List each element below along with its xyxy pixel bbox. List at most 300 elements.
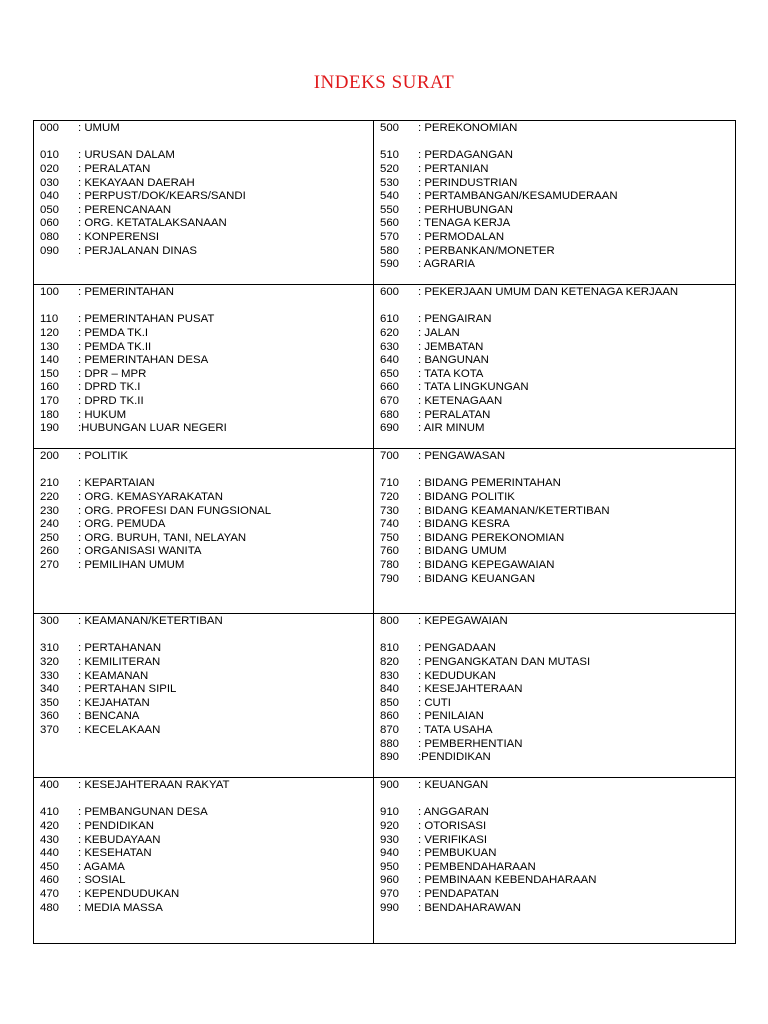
code-label: : PERALATAN — [78, 162, 151, 175]
category-block — [34, 449, 373, 573]
code-label: : OTORISASI — [418, 819, 487, 832]
code-label: : PENGAWASAN — [418, 450, 506, 462]
code-label: : KEJAHATAN — [78, 696, 150, 709]
code-label: : DPR – MPR — [78, 367, 147, 380]
subcategory-item — [380, 422, 735, 436]
code-number: 100 — [40, 286, 60, 298]
subcategory-item — [40, 697, 373, 711]
code-label: : BENDAHARAWAN — [418, 901, 521, 914]
subcategory-item — [380, 683, 735, 697]
subcategory-item — [40, 341, 373, 355]
code-number: 270 — [40, 559, 60, 572]
code-number: 050 — [40, 203, 60, 216]
subcategory-item — [40, 545, 373, 559]
subcategory-item — [380, 505, 735, 519]
subcategory-item — [40, 559, 373, 573]
code-number: 060 — [40, 217, 60, 230]
category-heading — [40, 450, 373, 464]
code-label: : PEMBUKUAN — [418, 847, 497, 860]
category-cell-left — [34, 121, 374, 285]
subcategory-item — [380, 861, 735, 875]
code-number: 220 — [40, 490, 60, 503]
code-label: : PERENCANAAN — [78, 203, 172, 216]
code-number: 790 — [380, 572, 400, 585]
code-number: 760 — [380, 545, 400, 558]
code-label: : ORG. KEMASYARAKATAN — [78, 490, 223, 503]
code-number: 230 — [40, 504, 60, 517]
subcategory-item — [380, 177, 735, 191]
subcategory-item — [380, 806, 735, 820]
code-label: : AGAMA — [78, 860, 125, 873]
code-label: : POLITIK — [78, 450, 129, 462]
category-block — [34, 121, 373, 258]
code-label: : PEKERJAAN UMUM DAN KETENAGA KERJAAN — [418, 286, 679, 298]
code-number: 210 — [40, 477, 60, 490]
code-label: : TATA LINGKUNGAN — [418, 381, 529, 394]
code-number: 040 — [40, 190, 60, 203]
category-block — [374, 778, 735, 915]
code-number: 940 — [380, 847, 400, 860]
code-number: 250 — [40, 531, 60, 544]
index-table — [33, 120, 736, 944]
index-row — [34, 778, 736, 944]
subcategory-item — [40, 177, 373, 191]
code-number: 780 — [380, 559, 400, 572]
code-number: 590 — [380, 258, 400, 271]
code-label: : PENGANGKATAN DAN MUTASI — [418, 655, 591, 668]
code-number: 710 — [380, 477, 400, 490]
category-heading — [380, 450, 735, 464]
code-label: : TATA USAHA — [418, 724, 493, 737]
subcategory-item — [40, 656, 373, 670]
subcategory-item — [380, 545, 735, 559]
code-number: 890 — [380, 751, 400, 764]
code-label: : DPRD TK.I — [78, 381, 141, 394]
code-number: 840 — [380, 683, 400, 696]
subcategory-item — [40, 874, 373, 888]
category-cell-right — [374, 121, 736, 285]
subcategory-item — [40, 888, 373, 902]
category-cell-right — [374, 449, 736, 614]
code-label: : PERTAHAN SIPIL — [78, 683, 177, 696]
code-number: 080 — [40, 231, 60, 244]
code-label: : BANGUNAN — [418, 354, 489, 367]
spacer — [40, 793, 373, 807]
subcategory-item — [40, 204, 373, 218]
subcategory-item — [380, 258, 735, 272]
code-label: : BIDANG KEAMANAN/KETERTIBAN — [418, 504, 610, 517]
code-number: 300 — [40, 615, 60, 627]
code-number: 480 — [40, 901, 60, 914]
code-label: : PERALATAN — [418, 408, 491, 421]
code-label: : BENCANA — [78, 710, 140, 723]
code-label: : BIDANG PEMERINTAHAN — [418, 477, 561, 490]
code-label: : PERHUBUNGAN — [418, 203, 513, 216]
code-number: 660 — [380, 381, 400, 394]
code-label: : PEMDA TK.II — [78, 340, 152, 353]
subcategory-item — [380, 518, 735, 532]
subcategory-item — [40, 381, 373, 395]
code-label: : PERPUST/DOK/KEARS/SANDI — [78, 190, 246, 203]
code-label: : ORG. PROFESI DAN FUNGSIONAL — [78, 504, 272, 517]
code-label: : KECELAKAAN — [78, 724, 161, 737]
subcategory-item — [40, 861, 373, 875]
subcategory-item — [380, 341, 735, 355]
code-number: 610 — [380, 313, 400, 326]
code-number: 540 — [380, 190, 400, 203]
subcategory-item — [380, 395, 735, 409]
subcategory-item — [40, 395, 373, 409]
subcategory-item — [40, 368, 373, 382]
code-number: 430 — [40, 833, 60, 846]
code-label: : PERBANKAN/MONETER — [418, 244, 555, 257]
category-cell-left — [34, 285, 374, 449]
subcategory-item — [40, 670, 373, 684]
subcategory-item — [380, 204, 735, 218]
code-number: 170 — [40, 395, 60, 408]
code-number: 360 — [40, 710, 60, 723]
subcategory-item — [380, 149, 735, 163]
code-number: 330 — [40, 669, 60, 682]
subcategory-item — [40, 683, 373, 697]
code-label: : KEPENDUDUKAN — [78, 888, 180, 901]
category-heading — [380, 779, 735, 793]
category-cell-right — [374, 778, 736, 944]
category-cell-right — [374, 285, 736, 449]
code-label: : TENAGA KERJA — [418, 217, 511, 230]
code-label: : PEMBERHENTIAN — [418, 737, 523, 750]
code-label: : KEBUDAYAAN — [78, 833, 161, 846]
code-number: 440 — [40, 847, 60, 860]
code-label: :HUBUNGAN LUAR NEGERI — [78, 422, 227, 435]
category-block — [34, 285, 373, 436]
code-label: : PERINDUSTRIAN — [418, 176, 518, 189]
code-number: 600 — [380, 286, 400, 298]
spacer — [380, 793, 735, 807]
code-label: : PERTAHANAN — [78, 642, 162, 655]
spacer — [380, 300, 735, 314]
category-heading — [380, 286, 735, 300]
subcategory-item — [40, 834, 373, 848]
code-label: : DPRD TK.II — [78, 395, 144, 408]
code-label: :PENDIDIKAN — [418, 751, 491, 764]
code-label: : KEPARTAIAN — [78, 477, 155, 490]
subcategory-item — [380, 724, 735, 738]
code-label: : PEMBINAAN KEBENDAHARAAN — [418, 874, 597, 887]
code-number: 160 — [40, 381, 60, 394]
subcategory-item — [380, 368, 735, 382]
subcategory-item — [380, 532, 735, 546]
code-number: 030 — [40, 176, 60, 189]
code-label: : BIDANG PEREKONOMIAN — [418, 531, 565, 544]
subcategory-item — [40, 149, 373, 163]
spacer — [40, 629, 373, 643]
code-label: : PERTANIAN — [418, 162, 489, 175]
code-number: 110 — [40, 313, 59, 326]
code-label: : KESEJAHTERAAN — [418, 683, 523, 696]
subcategory-item — [40, 724, 373, 738]
code-number: 630 — [380, 340, 400, 353]
code-number: 970 — [380, 888, 400, 901]
code-number: 670 — [380, 395, 400, 408]
subcategory-item — [380, 327, 735, 341]
category-block — [374, 614, 735, 765]
code-number: 010 — [40, 149, 60, 162]
code-number: 460 — [40, 874, 60, 887]
code-label: : PERJALANAN DINAS — [78, 244, 198, 257]
spacer — [40, 300, 373, 314]
page-title: INDEKS SURAT — [313, 72, 455, 93]
code-number: 200 — [40, 450, 60, 462]
code-number: 700 — [380, 450, 400, 462]
subcategory-item — [40, 710, 373, 724]
code-label: : ORG. BURUH, TANI, NELAYAN — [78, 531, 247, 544]
subcategory-item — [380, 381, 735, 395]
code-number: 690 — [380, 422, 400, 435]
subcategory-item — [40, 231, 373, 245]
code-number: 680 — [380, 408, 400, 421]
code-number: 850 — [380, 696, 400, 709]
code-label: : TATA KOTA — [418, 367, 484, 380]
code-label: : KEAMANAN/KETERTIBAN — [78, 615, 223, 627]
code-label: : AIR MINUM — [418, 422, 485, 435]
subcategory-item — [40, 163, 373, 177]
code-number: 740 — [380, 518, 400, 531]
category-heading — [380, 122, 735, 136]
code-number: 310 — [40, 642, 60, 655]
subcategory-item — [40, 409, 373, 423]
code-number: 340 — [40, 683, 60, 696]
subcategory-item — [40, 354, 373, 368]
subcategory-item — [40, 190, 373, 204]
code-label: : SOSIAL — [78, 874, 126, 887]
code-label: : BIDANG POLITIK — [418, 490, 515, 503]
code-label: : PENDAPATAN — [418, 888, 500, 901]
subcategory-item — [40, 491, 373, 505]
subcategory-item — [380, 670, 735, 684]
subcategory-item — [380, 902, 735, 916]
subcategory-item — [40, 806, 373, 820]
code-label: : PEMBANGUNAN DESA — [78, 806, 208, 819]
subcategory-item — [380, 751, 735, 765]
code-label: : JEMBATAN — [418, 340, 484, 353]
code-label: : BIDANG KEUANGAN — [418, 572, 536, 585]
category-heading — [380, 615, 735, 629]
spacer — [380, 629, 735, 643]
code-number: 130 — [40, 340, 60, 353]
code-number: 990 — [380, 901, 400, 914]
category-block — [374, 285, 735, 436]
code-number: 020 — [40, 162, 60, 175]
spacer — [380, 136, 735, 150]
code-label: : PERTAMBANGAN/KESAMUDERAAN — [418, 190, 618, 203]
code-label: : ANGGARAN — [418, 806, 489, 819]
code-label: : PENDIDIKAN — [78, 819, 154, 832]
code-number: 120 — [40, 326, 60, 339]
code-label: : PEMDA TK.I — [78, 326, 149, 339]
subcategory-item — [380, 710, 735, 724]
subcategory-item — [380, 820, 735, 834]
code-number: 500 — [380, 122, 400, 134]
code-label: : PEMERINTAHAN — [78, 286, 174, 298]
code-number: 900 — [380, 779, 400, 791]
subcategory-item — [380, 738, 735, 752]
subcategory-item — [380, 217, 735, 231]
category-cell-left — [34, 614, 374, 778]
code-number: 950 — [380, 860, 400, 873]
category-cell-left — [34, 449, 374, 614]
category-heading — [40, 286, 373, 300]
subcategory-item — [40, 505, 373, 519]
code-number: 410 — [40, 806, 60, 819]
subcategory-item — [40, 422, 373, 436]
code-label: : UMUM — [78, 122, 120, 134]
subcategory-item — [40, 245, 373, 259]
subcategory-item — [380, 888, 735, 902]
code-label: : KEDUDUKAN — [418, 669, 496, 682]
subcategory-item — [380, 245, 735, 259]
code-label: : KEUANGAN — [418, 779, 489, 791]
subcategory-item — [380, 642, 735, 656]
code-label: : PENILAIAN — [418, 710, 484, 723]
subcategory-item — [380, 163, 735, 177]
code-label: : ORG. PEMUDA — [78, 518, 166, 531]
code-label: : PEMBENDAHARAAN — [418, 860, 536, 873]
subcategory-item — [380, 834, 735, 848]
code-number: 650 — [380, 367, 400, 380]
category-block — [374, 449, 735, 586]
subcategory-item — [40, 518, 373, 532]
code-number: 470 — [40, 888, 60, 901]
subcategory-item — [380, 477, 735, 491]
code-label: : KEAMANAN — [78, 669, 149, 682]
code-label: : ORG. KETATALAKSANAAN — [78, 217, 227, 230]
code-number: 320 — [40, 655, 60, 668]
code-number: 560 — [380, 217, 400, 230]
code-number: 810 — [380, 642, 400, 655]
spacer — [380, 464, 735, 478]
code-label: : KEMILITERAN — [78, 655, 161, 668]
code-number: 510 — [380, 149, 400, 162]
category-block — [34, 614, 373, 738]
subcategory-item — [380, 409, 735, 423]
code-label: : PERMODALAN — [418, 231, 505, 244]
index-row — [34, 121, 736, 285]
subcategory-item — [40, 532, 373, 546]
code-number: 520 — [380, 162, 400, 175]
code-label: : BIDANG KEPEGAWAIAN — [418, 559, 555, 572]
code-number: 090 — [40, 244, 60, 257]
code-number: 730 — [380, 504, 400, 517]
code-label: : URUSAN DALAM — [78, 149, 175, 162]
code-number: 400 — [40, 779, 60, 791]
category-block — [374, 121, 735, 272]
code-label: : PEREKONOMIAN — [418, 122, 518, 134]
subcategory-item — [380, 313, 735, 327]
code-label: : VERIFIKASI — [418, 833, 487, 846]
subcategory-item — [380, 354, 735, 368]
subcategory-item — [40, 847, 373, 861]
code-number: 370 — [40, 724, 60, 737]
code-label: : BIDANG UMUM — [418, 545, 507, 558]
code-label: : KEPEGAWAIAN — [418, 615, 508, 627]
code-number: 820 — [380, 655, 400, 668]
code-label: : PENGAIRAN — [418, 313, 492, 326]
subcategory-item — [380, 231, 735, 245]
subcategory-item — [380, 874, 735, 888]
code-number: 930 — [380, 833, 400, 846]
code-number: 640 — [380, 354, 400, 367]
category-block — [34, 778, 373, 915]
subcategory-item — [40, 327, 373, 341]
subcategory-item — [380, 190, 735, 204]
index-row — [34, 449, 736, 614]
code-label: : ORGANISASI WANITA — [78, 545, 202, 558]
code-label: : PERDAGANGAN — [418, 149, 513, 162]
code-label: : KESEHATAN — [78, 847, 152, 860]
code-label: : PENGADAAN — [418, 642, 496, 655]
subcategory-item — [40, 217, 373, 231]
code-number: 870 — [380, 724, 400, 737]
code-number: 000 — [40, 122, 60, 134]
subcategory-item — [380, 697, 735, 711]
category-heading — [40, 779, 373, 793]
code-label: : PEMILIHAN UMUM — [78, 559, 185, 572]
index-row — [34, 285, 736, 449]
subcategory-item — [40, 477, 373, 491]
code-number: 750 — [380, 531, 400, 544]
spacer — [40, 136, 373, 150]
category-heading — [40, 615, 373, 629]
code-number: 960 — [380, 874, 400, 887]
subcategory-item — [380, 573, 735, 587]
code-number: 260 — [40, 545, 60, 558]
subcategory-item — [40, 820, 373, 834]
code-label: : KONPERENSI — [78, 231, 160, 244]
subcategory-item — [40, 642, 373, 656]
code-number: 190 — [40, 422, 60, 435]
code-label: : AGRARIA — [418, 258, 475, 271]
code-number: 800 — [380, 615, 400, 627]
code-number: 570 — [380, 231, 400, 244]
code-label: : PEMERINTAHAN PUSAT — [78, 313, 215, 326]
code-label: : HUKUM — [78, 408, 127, 421]
subcategory-item — [380, 491, 735, 505]
code-number: 550 — [380, 203, 400, 216]
code-number: 910 — [380, 806, 400, 819]
category-cell-right — [374, 614, 736, 778]
code-label: : MEDIA MASSA — [78, 901, 163, 914]
code-label: : KESEJAHTERAAN RAKYAT — [78, 779, 230, 791]
code-label: : PEMERINTAHAN DESA — [78, 354, 209, 367]
subcategory-item — [40, 902, 373, 916]
spacer — [40, 464, 373, 478]
code-number: 350 — [40, 696, 60, 709]
code-number: 830 — [380, 669, 400, 682]
code-number: 860 — [380, 710, 400, 723]
code-number: 530 — [380, 176, 400, 189]
index-row — [34, 614, 736, 778]
code-number: 580 — [380, 244, 400, 257]
code-number: 420 — [40, 819, 60, 832]
category-cell-left — [34, 778, 374, 944]
code-label: : KEKAYAAN DAERAH — [78, 176, 195, 189]
code-label: : JALAN — [418, 326, 460, 339]
code-number: 450 — [40, 860, 60, 873]
code-number: 240 — [40, 518, 60, 531]
code-number: 150 — [40, 367, 60, 380]
code-label: : KETENAGAAN — [418, 395, 503, 408]
